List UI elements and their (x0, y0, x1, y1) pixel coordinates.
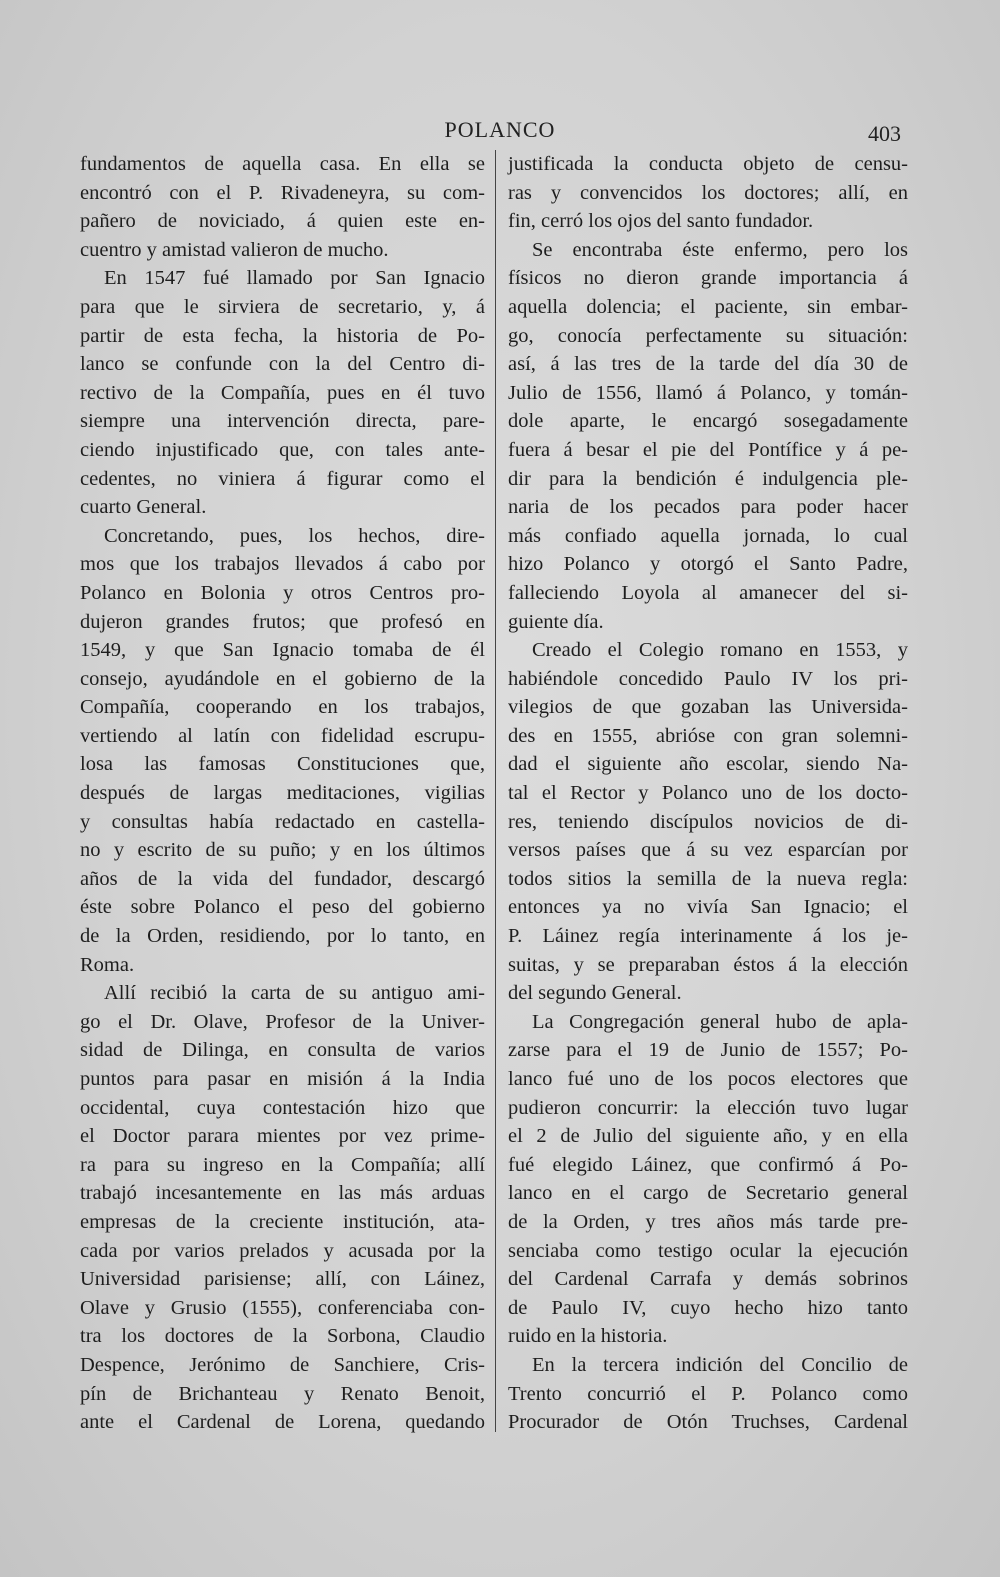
text-line: puntos para pasar en misión á la India (80, 1068, 485, 1090)
text-line: ruido en la historia. (508, 1325, 668, 1348)
text-line: Se encontraba éste enfermo, pero los (532, 238, 908, 261)
text-line: trabajó incesantemente en las más arduas (80, 1182, 485, 1205)
text-line: losa las famosas Constituciones que, (80, 753, 485, 776)
text-line: Universidad parisiense; allí, con Láinez, (80, 1268, 485, 1291)
text-line: cuarto General. (80, 496, 207, 519)
text-line: ciendo injustificado que, con tales ante- (80, 438, 485, 461)
left-text-column (80, 150, 485, 1437)
text-line: occidental, cuya contestación hizo que (80, 1096, 485, 1119)
text-line: fué elegido Láinez, que confirmó á Po- (508, 1153, 908, 1176)
text-line: físicos no dieron grande importancia á (508, 267, 908, 290)
text-line: para que le sirviera de secretario, y, á (80, 295, 485, 318)
text-line: falleciendo Loyola al amanecer del si- (508, 581, 908, 604)
text-line: go el Dr. Olave, Profesor de la Univer- (80, 1010, 485, 1033)
text-line: así, á las tres de la tarde del día 30 de (508, 353, 908, 376)
text-line: habiéndole concedido Paulo IV los pri- (508, 667, 908, 690)
text-line: hizo Polanco y otorgó el Santo Padre, (508, 553, 908, 576)
text-line: lanco en el cargo de Secretario general (508, 1182, 908, 1205)
text-line: años de la vida del fundador, descargó (80, 867, 485, 890)
text-line: de la Orden, residiendo, por lo tanto, en (80, 925, 485, 948)
text-line: En la tercera indición del Concilio de (532, 1353, 908, 1376)
text-line: el 2 de Julio del siguiente año, y en ella (508, 1125, 908, 1148)
text-line: P. Láinez regía interinamente á los je- (508, 925, 908, 948)
text-line: lanco se confunde con la del Centro di- (80, 353, 485, 376)
text-line: Julio de 1556, llamó á Polanco, y tomán- (508, 381, 908, 404)
text-line: tal el Rector y Polanco uno de los docto- (508, 782, 908, 805)
text-line: vilegios de que gozaban las Universida- (508, 696, 908, 719)
text-line: consejo, ayudándole en el gobierno de la (80, 667, 485, 690)
text-line: del segundo General. (508, 982, 682, 1005)
text-line: ras y convencidos los doctores; allí, en (508, 181, 908, 204)
text-line: más confiado aquella jornada, lo cual (508, 524, 908, 547)
text-line: de la Orden, y tres años más tarde pre- (508, 1210, 908, 1233)
text-line: sidad de Dilinga, en consulta de varios (80, 1039, 485, 1062)
running-title: POLANCO (444, 117, 556, 142)
text-line: partir de esta fecha, la historia de Po- (80, 324, 485, 347)
text-line: dujeron grandes frutos; que profesó en (80, 610, 485, 633)
text-line: Concretando, pues, los hechos, dire- (104, 524, 485, 547)
text-line: Polanco en Bolonia y otros Centros pro- (80, 581, 485, 604)
text-line: La Congregación general hubo de apla- (532, 1010, 908, 1033)
text-line: cedentes, no viniera á figurar como el (80, 467, 485, 490)
text-line: de Paulo IV, cuyo hecho hizo tanto (508, 1296, 908, 1319)
text-line: ante el Cardenal de Lorena, quedando (80, 1411, 485, 1434)
text-line: naria de los pecados para poder hacer (508, 496, 908, 519)
text-line: ra para su ingreso en la Compañía; allí (80, 1153, 485, 1176)
text-line: cuentro y amistad valieron de mucho. (80, 238, 389, 261)
text-line: fuera á besar el pie del Pontífice y á pe- (508, 438, 908, 461)
text-line: empresas de la creciente institución, ata- (80, 1210, 485, 1233)
text-line: res, teniendo discípulos novicios de di- (508, 810, 908, 833)
text-line: Trento concurrió el P. Polanco como (508, 1382, 908, 1405)
text-line: mos que los trabajos llevados á cabo por (80, 553, 485, 576)
text-line: Olave y Grusio (1555), conferenciaba con- (80, 1296, 485, 1319)
page-number: 403 (868, 121, 901, 146)
text-line: Procurador de Otón Truchses, Cardenal (508, 1411, 908, 1434)
column-divider (495, 150, 496, 1432)
text-line: Compañía, cooperando en los trabajos, (80, 696, 485, 719)
text-line: pañero de noviciado, á quien este en- (80, 210, 485, 233)
text-line: fundamentos de aquella casa. En ella se (80, 153, 485, 175)
text-line: tra los doctores de la Sorbona, Claudio (80, 1325, 485, 1348)
text-line: zarse para el 19 de Junio de 1557; Po- (508, 1039, 908, 1062)
text-line: Roma. (80, 953, 135, 976)
text-line: éste sobre Polanco el peso del gobierno (80, 896, 485, 919)
text-line: go, conocía perfectamente su situación: (508, 324, 908, 347)
text-line: no y escrito de su puño; y en los últimos (80, 839, 485, 862)
text-line: del Cardenal Carrafa y demás sobrinos (508, 1268, 908, 1291)
text-line: vertiendo al latín con fidelidad escrupu- (80, 724, 485, 747)
text-line: En 1547 fué llamado por San Ignacio (104, 267, 485, 290)
text-line: suitas, y se preparaban éstos á la elección (508, 953, 908, 976)
text-line: justificada la conducta objeto de censu- (508, 153, 908, 175)
text-line: senciaba como testigo ocular la ejecución (508, 1239, 908, 1262)
text-line: Allí recibió la carta de su antiguo ami- (104, 982, 485, 1005)
text-line: Despence, Jerónimo de Sanchiere, Cris- (80, 1353, 485, 1376)
text-line: encontró con el P. Rivadeneyra, su com- (80, 181, 485, 204)
text-line: cada por varios prelados y acusada por la (80, 1239, 485, 1262)
text-line: pudieron concurrir: la elección tuvo lugar (508, 1096, 908, 1119)
text-line: 1549, y que San Ignacio tomaba de él (80, 639, 485, 662)
text-line: dad el siguiente año escolar, siendo Na- (508, 753, 908, 776)
text-line: rectivo de la Compañía, pues en él tuvo (80, 381, 485, 404)
text-line: siempre una intervención directa, pare- (80, 410, 485, 433)
text-line: versos países que á su vez esparcían por (508, 839, 908, 862)
text-line: pín de Brichanteau y Renato Benoit, (80, 1382, 485, 1405)
text-line: entonces ya no vivía San Ignacio; el (508, 896, 908, 919)
text-line: dir para la bendición é indulgencia ple- (508, 467, 908, 490)
text-line: aquella dolencia; el paciente, sin embar- (508, 295, 908, 318)
text-line: des en 1555, abrióse con gran solemni- (508, 724, 908, 747)
text-line: y consultas había redactado en castella- (80, 810, 485, 833)
text-line: lanco fué uno de los pocos electores que (508, 1068, 908, 1090)
text-line: fin, cerró los ojos del santo fundador. (508, 210, 814, 233)
text-line: después de largas meditaciones, vigilias (80, 782, 485, 805)
text-line: guiente día. (508, 610, 604, 633)
text-line: dole aparte, le encargó sosegadamente (508, 410, 908, 433)
text-line: todos sitios la semilla de la nueva regla: (508, 867, 908, 890)
text-line: el Doctor parara mientes por vez prime- (80, 1125, 485, 1148)
right-text-column (508, 150, 908, 1437)
text-line: Creado el Colegio romano en 1553, y (532, 639, 908, 662)
